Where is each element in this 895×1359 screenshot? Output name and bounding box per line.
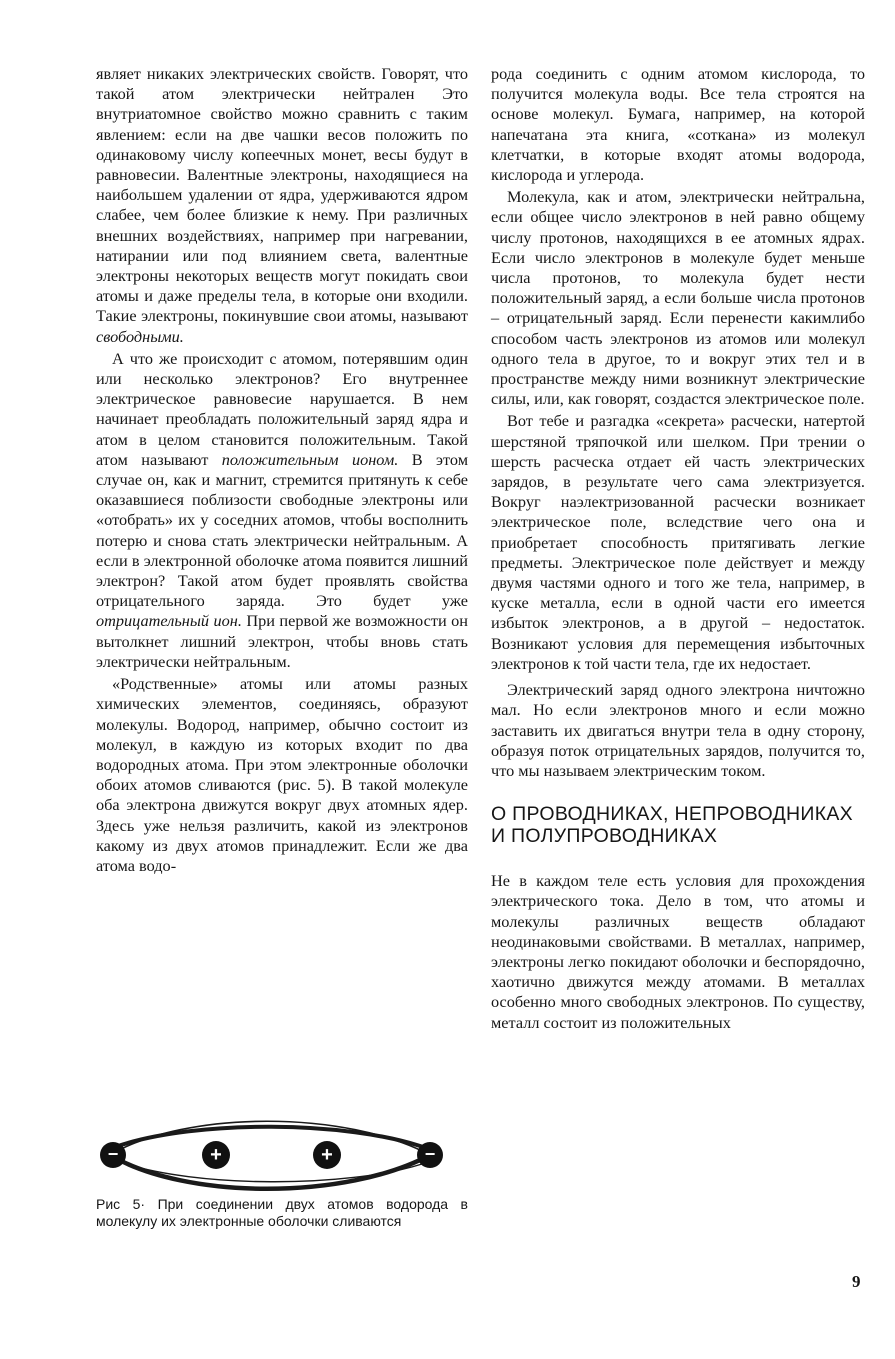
proton-sign: +: [210, 1144, 222, 1166]
figure-hydrogen-molecule: [96, 1108, 468, 1198]
molecule-diagram: [96, 1108, 468, 1198]
proton-sign: +: [321, 1144, 333, 1166]
paragraph: рода соединить с одним атомом кислорода, то получится молекула воды. Все тела строятся на основе молекул. Бумага, например, на которой напечатана эта книга, «соткана» из молекул клетчатки, в которые входят атомы водорода, кислорода и углерода.: [491, 64, 865, 185]
term-free-electrons: свободными.: [96, 326, 184, 346]
right-column: [491, 64, 865, 1033]
shell-upper-thick: [118, 1127, 426, 1148]
paragraph: Вот тебе и разгадка «секрета» расчески, натертой шерстяной тряпочкой или шелком. При трении о шерсть расческа отдает ей часть электрических зарядов, в результате чего сама электризуется. Вокруг наэлектризованной расчески возникает электрическое поле, вследствие чего она и приобретает способность притягивать легкие предметы. Электрическое поле действует и между двумя частями одного и того же тела, например, в куске металла, если в одной части его имеется избыток электронов, а в другой – недостаток. Возникают условия для перемещения избыточных электронов к той части тела, где их недостает.: [491, 411, 865, 673]
page-number: 9: [852, 1272, 861, 1291]
paragraph: А что же происходит с атомом, потерявшим один или несколько электронов? Его внутреннее электрическое равновесие нарушается. В нем начинает преобладать положительный заряд ядра и атом в целом становится положительным. Такой атом называют положительным ионом. В этом случае он, как и магнит, стремится притянуть к себе оказавшиеся поблизости свободные электроны или «отобрать» их у соседних атомов, чтобы восполнить потерю и снова стать электрически нейтральным. А если в электронной оболочке атома появится лишний электрон? Такой атом будет проявлять свойства отрицательного заряда. Это будет уже отрицательный ион. При первой же возможности он вытолкнет лишний электрон, чтобы вновь стать электрически нейтральным.: [96, 348, 468, 671]
left-column: [96, 64, 468, 876]
paragraph: являет никаких электрических свойств. Говорят, что такой атом электрически нейтрален Это внутриатомное свойство можно сравнить с таким явлением: если на две чашки весов положить по одинаковому числу копеечных монет, весы будут в равновесии. Валентные электроны, находящиеся на наибольшем удалении от ядра, удерживаются ядром слабее, чем более близкие к нему. При различных внешних воздействиях, например при нагревании, натирании или под влиянием света, валентные электроны некоторых веществ могут покидать свои атомы и даже пределы тела, в которые они входили. Такие электроны, покинувшие свои атомы, называют свободными.: [96, 64, 468, 346]
figure-caption: Рис 5· При соединении двух атомов водорода в молекулу их электронные оболочки сливаются: [96, 1196, 468, 1229]
electron-sign: −: [424, 1144, 436, 1164]
term-negative-ion: отрицательный ион.: [96, 611, 242, 631]
term-positive-ion: положительным ионом.: [221, 449, 399, 469]
paragraph: Не в каждом теле есть условия для прохождения электрического тока. Дело в том, что атомы и молекулы различных веществ обладают неодинаковыми свойствами. В металлах, например, электроны легко покидают оболочки и беспорядочно, хаотично движутся между атомами. В металлах особенно много свободных электронов. По существу, металл состоит из положительных: [491, 871, 865, 1032]
electron-sign: −: [107, 1144, 119, 1164]
paragraph: Молекула, как и атом, электрически нейтральна, если общее число электронов в ней равно общему числу протонов, находящихся в ее атомных ядрах. Если число электронов в молекуле будет меньше числа протонов, то молекула будет нести положительный заряд, а если больше числа протонов – отрицательный заряд. Если перенести какимлибо способом часть электронов из атомов или молекул одного тела в другое, то и вокруг этих тел и в пространстве между ними возникнут электрические силы, или, как говорят, создастся электрическое поле.: [491, 187, 865, 409]
paragraph: Электрический заряд одного электрона ничтожно мал. Но если электронов много и если можно заставить их двигаться внутри тела в одну сторону, образуя поток отрицательных зарядов, получится то, что мы называем электрическим током.: [491, 680, 865, 780]
section-heading: О ПРОВОДНИКАХ, НЕПРОВОДНИКАХ И ПОЛУПРОВОДНИКАХ: [491, 803, 853, 848]
paragraph: «Родственные» атомы или атомы разных химических элементов, соединяясь, образуют молекулы. Водород, например, обычно состоит из молекул, в каждую из которых входит по два водородных атома. При этом электронные оболочки обоих атомов сливаются (рис. 5). В такой молекуле оба электрона движутся вокруг двух атомных ядер. Здесь уже нельзя различить, какой из электронов какому из двух атомов принадлежит. Если же два атома водо-: [96, 674, 468, 875]
